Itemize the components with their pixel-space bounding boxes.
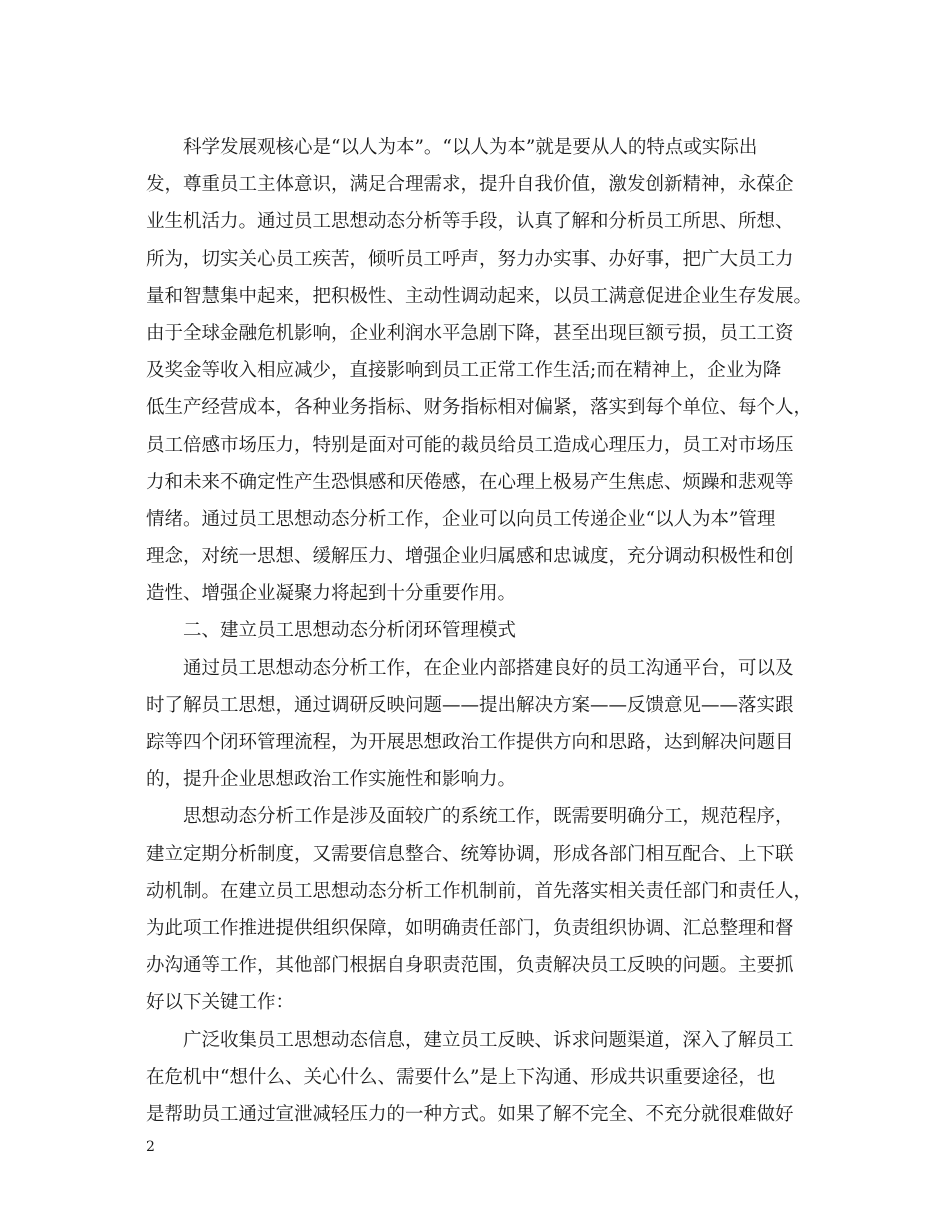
- text-line: 理念，对统一思想、缓解压力、增强企业归属感和忠诚度，充分调动积极性和创: [146, 546, 794, 568]
- text-line: 员工倍感市场压力，特别是面对可能的裁员给员工造成心理压力，员工对市场压: [146, 434, 794, 456]
- text-line: 所为，切实关心员工疾苦，倾听员工呼声，努力办实事、办好事，把广大员工力: [146, 248, 794, 270]
- text-line: 在危机中“想什么、关心什么、需要什么”是上下沟通、形成共识重要途径，也: [146, 1066, 776, 1088]
- text-line: 低生产经营成本，各种业务指标、财务指标相对偏紧，落实到每个单位、每个人，: [146, 397, 813, 419]
- text-line: 业生机活力。通过员工思想动态分析等手段，认真了解和分析员工所思、所想、: [146, 211, 794, 233]
- text-line: 发，尊重员工主体意识，满足合理需求，提升自我价值，激发创新精神，永葆企: [146, 174, 794, 196]
- text-line: 的，提升企业思想政治工作实施性和影响力。: [146, 769, 517, 791]
- body-text: [146, 129, 813, 1133]
- text-line: 广泛收集员工思想动态信息，建立员工反映、诉求问题渠道，深入了解员工: [146, 1029, 794, 1051]
- text-line: 及奖金等收入相应减少，直接影响到员工正常工作生活;而在精神上，企业为降: [146, 360, 782, 382]
- text-line: 好以下关键工作：: [146, 992, 295, 1014]
- text-line: 为此项工作推进提供组织保障，如明确责任部门，负责组织协调、汇总整理和督: [146, 917, 794, 939]
- text-line: 建立定期分析制度，又需要信息整合、统筹协调，形成各部门相互配合、上下联: [146, 843, 794, 865]
- text-line: 时了解员工思想，通过调研反映问题——提出解决方案——反馈意见——落实跟: [146, 694, 794, 716]
- page-number: 2: [146, 1139, 155, 1155]
- text-line: 情绪。通过员工思想动态分析工作，企业可以向员工传递企业“以人为本”管理: [146, 508, 776, 530]
- text-line: 动机制。在建立员工思想动态分析工作机制前，首先落实相关责任部门和责任人，: [146, 880, 813, 902]
- text-line: 由于全球金融危机影响，企业利润水平急剧下降，甚至出现巨额亏损，员工工资: [146, 322, 794, 344]
- text-line: 办沟通等工作，其他部门根据自身职责范围，负责解决员工反映的问题。主要抓: [146, 955, 794, 977]
- text-line: 通过员工思想动态分析工作，在企业内部搭建良好的员工沟通平台，可以及: [146, 657, 794, 679]
- section-heading: 二、建立员工思想动态分析闭环管理模式: [146, 620, 517, 642]
- text-line: 量和智慧集中起来，把积极性、主动性调动起来，以员工满意促进企业生存发展。: [146, 285, 813, 307]
- text-line: 科学发展观核心是“以人为本”。“以人为本”就是要从人的特点或实际出: [146, 137, 758, 158]
- text-line: 思想动态分析工作是涉及面较广的系统工作，既需要明确分工，规范程序，: [146, 806, 794, 828]
- text-line: 是帮助员工通过宣泄减轻压力的一种方式。如果了解不完全、不充分就很难做好: [146, 1103, 794, 1125]
- text-line: 造性、增强企业凝聚力将起到十分重要作用。: [146, 583, 517, 605]
- text-line: 力和未来不确定性产生恐惧感和厌倦感，在心理上极易产生焦虑、烦躁和悲观等: [146, 471, 794, 493]
- text-line: 踪等四个闭环管理流程，为开展思想政治工作提供方向和思路，达到解决问题目: [146, 732, 794, 753]
